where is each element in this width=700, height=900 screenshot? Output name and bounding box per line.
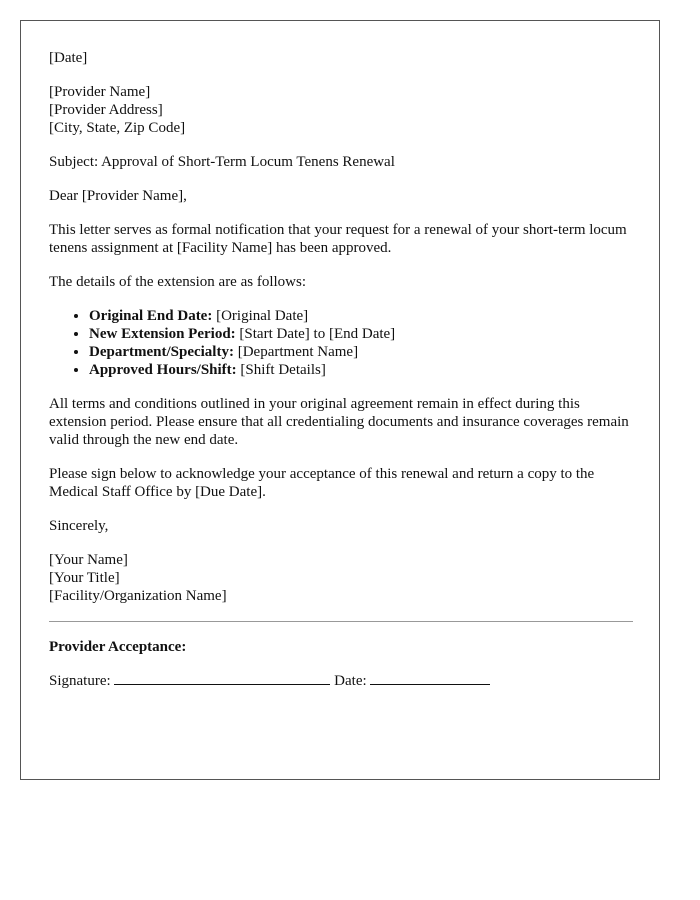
- letter-page: [20, 20, 660, 780]
- signature-label: Signature:: [49, 673, 111, 689]
- detail-value: [Start Date] to [End Date]: [235, 326, 396, 342]
- detail-approved-hours-shift: [89, 361, 633, 379]
- detail-original-end-date: [89, 307, 633, 325]
- terms-paragraph: All terms and conditions outlined in your original agreement remain in effect during this extension period. Please ensure that all credentialing documents and insurance coverages remain valid through the new end date.: [49, 396, 629, 448]
- sign-request-paragraph: Please sign below to acknowledge your acceptance of this renewal and return a copy to the Medical Staff Office by [Due Date].: [49, 466, 595, 500]
- provider-address: [Provider Address]: [49, 102, 163, 118]
- sender-title: [Your Title]: [49, 570, 120, 586]
- subject-line: Subject: Approval of Short-Term Locum Tenens Renewal: [49, 154, 395, 170]
- closing: Sincerely,: [49, 518, 109, 534]
- details-list: [49, 307, 633, 379]
- letter-date: [Date]: [49, 50, 88, 66]
- detail-value: [Shift Details]: [236, 362, 326, 378]
- sender-organization: [Facility/Organization Name]: [49, 588, 227, 604]
- detail-department-specialty: [89, 343, 633, 361]
- detail-label: Approved Hours/Shift:: [89, 362, 237, 378]
- detail-label: New Extension Period:: [89, 326, 236, 342]
- acceptance-heading-text: Provider Acceptance:: [49, 639, 187, 655]
- signature-line[interactable]: [114, 672, 330, 685]
- sender-name: [Your Name]: [49, 552, 128, 568]
- detail-value: [Department Name]: [233, 344, 359, 360]
- recipient-block: [49, 83, 633, 137]
- intro-paragraph: This letter serves as formal notification that your request for a renewal of your short-term locum tenens assignment at [Facility Name] has been approved.: [49, 222, 627, 256]
- provider-name: [Provider Name]: [49, 84, 151, 100]
- provider-city-state-zip: [City, State, Zip Code]: [49, 120, 186, 136]
- acceptance-heading: [49, 638, 633, 656]
- salutation: Dear [Provider Name],: [49, 188, 187, 204]
- date-line[interactable]: [370, 672, 490, 685]
- section-divider: [49, 621, 633, 622]
- signature-row: [49, 672, 633, 690]
- details-intro: The details of the extension are as follows:: [49, 274, 307, 290]
- detail-new-extension-period: [89, 325, 633, 343]
- detail-label: Original End Date:: [89, 308, 213, 324]
- letter-content: [49, 49, 633, 706]
- detail-label: Department/Specialty:: [89, 344, 234, 360]
- sender-block: [49, 551, 633, 605]
- detail-value: [Original Date]: [212, 308, 309, 324]
- date-label: Date:: [334, 673, 367, 689]
